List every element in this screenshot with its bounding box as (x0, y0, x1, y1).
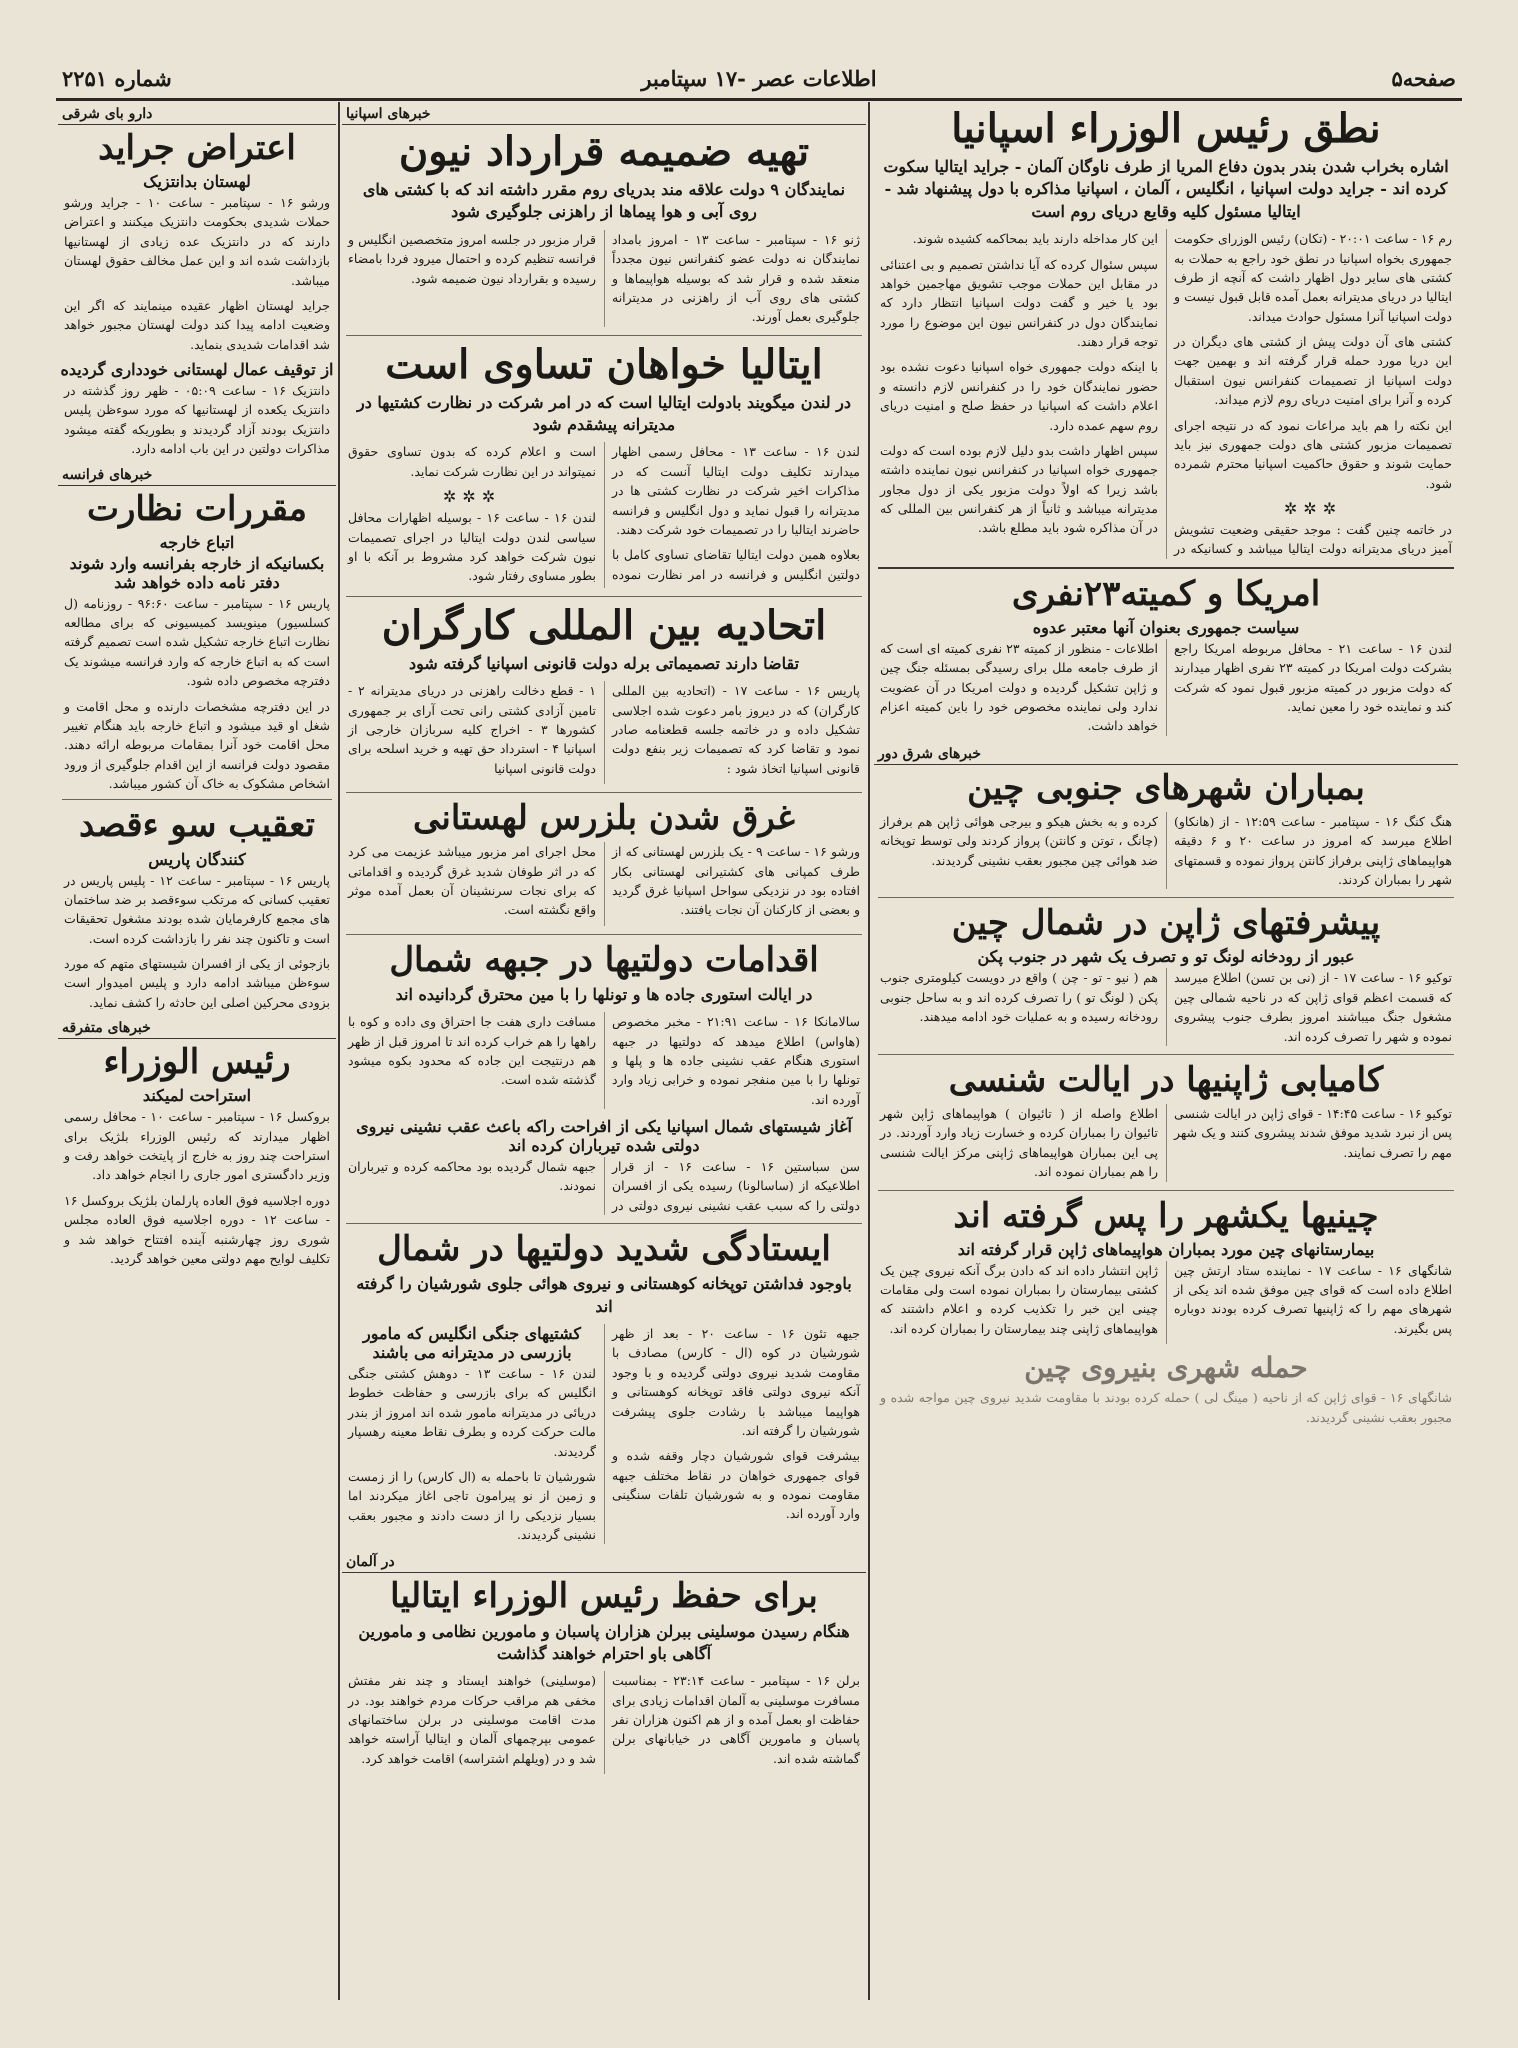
subheadline: عبور از رودخانه لونگ تو و تصرف یک شهر در جنوب پکن (977, 947, 1355, 967)
paragraph: اطلاعات - منظور از کمیته ۲۳ نفری کمیته ای است که از طرف جامعه ملل برای رسیدگی بمسئله جنگ چین و ژاپن تشکیل گردیده و دولت امریکا در آن عضویت ندارد ولی نماینده مخصوص خود را باین کمیته اعزام خواهد داشت. (880, 640, 1158, 734)
paragraph: ورشو ۱۶ - ساعت ۹ - یک بلزرس لهستانی که از طرف کمپانی های کشتیرانی لهستانی بکار افتاده بود در نزدیکی سواحل اسپانیا غرق گردید و بعضی از کارکنان آن نجات یافتند. (612, 844, 860, 918)
headline: ایتالیا خواهان تساوی است (385, 340, 823, 388)
paragraph: شانگهای ۱۶ - قوای ژاپن که از ناحیه ( مینگ لی ) حمله کرده بودند با مقاومت شدید نیروی چین مواجه شده و مجبور بعقب نشینی گردیدند. (880, 1390, 1452, 1425)
headline: اعتراض جراید (98, 128, 296, 168)
paragraph: شانگهای ۱۶ - ساعت ۱۷ - نماینده ستاد ارتش چین اطلاع داده است که قوای چین موفق شده اند یکی از شهرهای مهم را که ژاپنیها تصرف کرده بودند دوباره پس بگیرند. (1174, 1262, 1452, 1336)
paragraph: بروکسل ۱۶ - سپتامبر - ساعت ۱۰ - محافل رسمی اظهار میدارند که رئیس الوزراء بلژیک برای استراحت چند روز به خارج از پایتخت خواهد رفت و وزیر دادگستری امور جاری را انجام خواهد داد. (64, 1109, 330, 1183)
article-mussolini-berlin (342, 1577, 866, 1774)
section-label-misc: خبرهای متفرقه (58, 1018, 336, 1039)
column-left (58, 102, 336, 2000)
article-press-protest (58, 129, 336, 459)
article-workers-union (342, 603, 866, 784)
paragraph: محل اجرای امر مزبور میباشد عزیمت می کرد که در اثر طوفان شدید غرق گردیده و اقداماتی که برای نجات سرنشینان آن بعمل آمده موثر واقع نگشته است. (348, 844, 596, 918)
section-label-far-east: خبرهای شرق دور (874, 744, 1458, 765)
subheadline: اشاره بخراب شدن بندر بدون دفاع المریا از طرف ناوگان آلمان - جراید ایتالیا سکوت کرده اند - جراید دولت اسپانیا ، انگلیس ، آلمان ، اسپانیا مذاکره با دول پیشنهاد شد - ایتالیا مسئول کلیه وقایع دریای روم است (883, 157, 1449, 221)
paragraph: بیشرفت قوای شورشیان دچار وقفه شده و قوای جمهوری خواهان در نقاط مختلف جبهه مقاومت نموده و به شورشیان تلفات سنگینی وارد آورده اند. (612, 1448, 860, 1522)
headline: غرق شدن بلزرس لهستانی (413, 798, 795, 839)
paragraph: جراید لهستان اظهار عقیده مینمایند که اگر این وضعیت ادامه پیدا کند دولت لهستان مجبور خواهد شد اقدامات شدیدی بنماید. (64, 297, 330, 352)
page-number: صفحه۵ (1391, 66, 1456, 91)
paragraph: شورشیان تا باحمله به (ال کارس) را از زمست و زمین از نو پیرامون تاجی اغاز میکردند اما بسیار نزدیکی را از دست دادند و مجبور بعقب نشینی گردیدند. (348, 1468, 596, 1543)
paragraph: اطلاع واصله از ( تائیوان ) هواپیماهای ژاپن شهر تائیوان را بمباران کرده و خسارت زیاد وارد آوردند. در پی این بمباران هواپیماهای ژاپنی مرکز ایالت شنسی را هم بمباران نموده اند. (880, 1106, 1158, 1180)
article-body (880, 1104, 1452, 1182)
divider (346, 335, 862, 336)
article-body (880, 229, 1452, 559)
paragraph: ورشو ۱۶ - سپتامبر - ساعت ۱۰ - جراید ورشو حملات شدیدی بحکومت دانتزیک میکنند و اعتراض دارند که در دانتزیک عده زیادی از لهستانیها بازداشت شده اند و این عمل مخالف حقوق لهستان میباشد. (64, 195, 330, 288)
divider (878, 1054, 1454, 1055)
article-north-resistance (342, 1230, 866, 1544)
paragraph: دوره اجلاسیه فوق العاده پارلمان بلژیک بروکسل ۱۶ - ساعت ۱۲ - دوره اجلاسیه فوق العاده مجلس شوری روز چهارشنبه آینده افتتاح خواهد شد و تکلیف لوایح مهم دولتی معین خواهد گردید. (64, 1192, 330, 1266)
divider (62, 799, 332, 800)
paragraph: قرار مزبور در جلسه امروز متخصصین انگلیس و فرانسه تنظیم کرده و احتمال میرود فردا بامضاء رسیده و بقرارداد نیون ضمیمه شود. (348, 231, 596, 286)
headline: حمله شهری بنیروی چین (1024, 1351, 1308, 1385)
article-spain-pm-speech (874, 106, 1458, 559)
article-body (348, 1157, 860, 1215)
headline: چینیها یکشهر را پس گرفته اند (953, 1195, 1379, 1236)
subheadline: سیاست جمهوری بعنوان آنها معتبر عدوه (1032, 617, 1300, 637)
article-italy-equality (342, 342, 866, 588)
article-body (348, 1324, 860, 1544)
divider (346, 934, 862, 935)
paragraph: سالامانکا ۱۶ - ساعت ۲۱:۹۱ - مخبر مخصوص (هاواس) اطلاع میدهد که دولتیها در جبهه استوری هنگام عقب نشینی جاده ها و پلها و تونلها را با مین منفجر نموده و خرابی زیاد وارد آورده اند. (612, 1014, 860, 1107)
paragraph: لندن ۱۶ - ساعت ۱۶ - بوسیله اظهارات محافل سیاسی لندن دولت ایتالیا در اجرای تصمیمات نیون شرکت خواهد کرد مشروط بر آنکه با او بطور مساوی رفتار شود. (348, 510, 596, 584)
subheadline: استراحت لمیکند (142, 1086, 252, 1106)
subheadline: تقاضا دارند تصمیماتی برله دولت قانونی اسپانیا گرفته شود (408, 653, 800, 673)
headline: مقررات نظارت (86, 488, 308, 529)
section-label-east: دارو بای شرقی (58, 104, 336, 125)
paragraph: در خاتمه چنین گفت : موجد حقیقی وضعیت تشویش آمیز دریای مدیترانه دولت ایتالیا میباشد و کسانیکه در این کار مداخله دارند باید بمحاکمه کشیده شوند. (912, 231, 1452, 557)
paragraph: دانتزیک ۱۶ - ساعت ۰۵:۰۹ - ظهر روز گذشته در دانتزیک یکعده از لهستانیها که مورد سوءظن پلیس دانتزیک بودند آزاد گردیدند و بطوریکه گفته میشود مذاکرات دولتین در این باب ادامه دارد. (64, 383, 330, 457)
paragraph: مسافت داری هفت جا احتراق وی داده و کوه با راهها را هم خراب کرده اند تا امروز قبل از ظهر هم درنتیجت این جاده که محدود بکوه میشود گذشته شده است. (348, 1014, 596, 1088)
headline: رئیس الوزراء (103, 1042, 291, 1083)
article-chinese-retake-city (874, 1197, 1458, 1345)
paragraph: پاریس ۱۶ - ساعت ۱۷ - (اتحادیه بین المللی کارگران) که در دیروز بامر دعوت شده اجلاسی تشکیل داده و در خاتمه جلسه قطعنامه صادر نمود و تقاضا کرد که تصمیمات زیر بنفع دولت قانونی اسپانیا اتخاذ شود : (612, 683, 860, 776)
subheadline: نمایندگان ۹ دولت علاقه مند بدریای روم مقرر داشته اند که با کشتی های روی آبی و هوا پیماها از راهزنی جلوگیری شود (362, 180, 846, 222)
paragraph: بعلاوه همین دولت ایتالیا تقاضای تساوی کامل با دولتین انگلیس و فرانسه در امر نظارت نموده است و اعلام کرده که بدون تساوی حقوق نمیتواند در این نظارت شرکت نماید. (348, 444, 860, 582)
article-body (348, 230, 860, 327)
paragraph: در این دفترچه مشخصات دارنده و محل اقامت و شغل او قید میشود و اتباع خارجه باید هنگام تغییر محل اقامت خود آنرا بمقامات مربوطه ارائه دهند. مقصود دولت فرانسه از این اقدام جلوگیری از ورود اشخاص مشکوک به خاک آن کشور میباشد. (64, 698, 330, 792)
masthead (56, 62, 1462, 101)
article-prime-minister (58, 1043, 336, 1268)
paragraph: (موسلینی) خواهند ایستاد و چند نفر مفتش مخفی هم مراقب حرکات مردم خواهند بود. در مدت اقامت موسلینی در برلن ساختمانهای عمومی بپرچمهای آلمان و ایتالیا آراسته خواهد شد و در (ویلهلم اشتراسه) اقامت خواهد کرد. (348, 1673, 596, 1766)
issue-number: شماره ۲۲۵۱ (62, 66, 172, 91)
article-northern-front (342, 941, 866, 1215)
headline: ایستادگی شدید دولتیها در شمال (377, 1229, 831, 1270)
paragraph: جیهه تئون ۱۶ - ساعت ۲۰ - بعد از ظهر شورشیان در کوه (ال - کارس) مصادف با مقاومت شدید نیروی دولتی گردیده و با وجود آنکه نیروی دولتی فاقد توپخانه کوهستانی و هواپیما میباشد با رشادت جلوی پیشرفت شورشیان را گرفته اند. (612, 1326, 860, 1438)
article-body (348, 681, 860, 784)
paragraph: با اینکه دولت جمهوری خواه اسپانیا دعوت نشده بود حضور نمایندگان خود را در کنفرانس لازم دانسته و اعلام داشت که اسپانیا در حفظ صلح و امنیت دریای روم سهم عمده دارد. (880, 359, 1158, 433)
article-body (348, 442, 860, 587)
star-separator: ✲✲✲ (1283, 499, 1343, 519)
issue-date: اطلاعات عصر -۱۷ سپتامبر (641, 66, 877, 91)
subheadline: باوجود فداشتن توپخانه کوهستانی و نیروی هوائی جلوی شورشیان را گرفته اند (356, 1274, 852, 1316)
kicker: از توقیف عمال لهستانی خودداری گردیده (60, 360, 334, 380)
article-polish-ship-sunk (342, 799, 866, 926)
article-attack-pursuit (58, 806, 336, 1012)
paragraph: هم ( نیو - تو - چن ) واقع در دویست کیلومتری جنوب پکن ( لونگ تو ) را تصرف کرده اند و به ساحل جنوبی رودخانه رسیده و به عملیات خود ادامه میدهند. (880, 970, 1158, 1025)
paragraph: این نکته را هم باید مراعات نمود که در نتیجه اجرای تصمیمات مزبور کشتی های دولت جمهوری نیز باید حمایت شوند و حقوق حاکمیت اسپانیا محترم شمرده شود. (1174, 417, 1452, 491)
column-middle (342, 102, 866, 2000)
divider (878, 1190, 1454, 1191)
paragraph: پاریس ۱۶ - سپتامبر - ساعت ۱۲ - پلیس پاریس در تعقیب کسانی که مرتکب سوءقصد بر ضد ساختمان های مجمع کارفرمایان شده بودند مشغول تحقیقات است و تاکنون چند نفر را بازداشت کرده است. (64, 872, 330, 946)
headline: پیشرفتهای ژاپن در شمال چین (951, 903, 1381, 944)
paragraph: لندن ۱۶ - ساعت ۱۳ - دوهش کشتی جنگی انگلیس که برای بازرسی و حفاظت خطوط دریائی در مدیترانه مامور شده اند امروز از بندر مالت حرکت کرده و بطرف نقاط معینه رهسپار گردیدند. (348, 1366, 596, 1459)
column-rule-right (868, 102, 870, 2000)
paragraph: سپس سئوال کرده که آیا نداشتن تصمیم و بی اعتنائی در مقابل این حملات موجب تشویق مهاجمین خواهد بود یا خیر و گفت دولت اسپانیا انتظار دارد که نمایندگان دول در کنفرانس نیون این موضوع را مورد توجه قرار دهند. (880, 256, 1158, 350)
paragraph: سپس اظهار داشت بدو دلیل لازم بوده است که دولت جمهوری خواه اسپانیا در کنفرانس نیون نماینده داشته باشد زیرا که اولاً دولت مزبور یکی از دول مجاور مدیترانه میباشد و ثانیاً از هر کنفرانس بین المللی که در آن مذاکره شود باید مطلع باشد. (880, 442, 1158, 536)
article-nyon-annex (342, 129, 866, 327)
article-body (348, 842, 860, 926)
divider (346, 1223, 862, 1224)
headline: تعقیب سو ءقصد (78, 805, 315, 846)
article-body (880, 639, 1452, 736)
paragraph: توکیو ۱۶ - ساعت ۱۴:۴۵ - قوای ژاپن در ایالت شنسی پس از نبرد شدید موفق شدند پیشروی کنند و یک شهر مهم را تصرف نمایند. (1174, 1106, 1452, 1160)
headline: نطق رئیس الوزراء اسپانیا (951, 105, 1381, 152)
paragraph: کرده و به بخش هیکو و بیرجی هوائی ژاپن هم برفراز (چانگ ، توتن و کانتن) پرواز کردند ولی توسط توپخانه ضد هوائی چین مجبور بعقب نشینی گردیدند. (880, 813, 1158, 868)
paragraph: پاریس ۱۶ - سپتامبر - ساعت ۹۶:۶۰ - روزنامه (ل کسلسیور) مینویسد کمیسیونی که برای مطالعه نظارت اتباع خارجه تشکیل شده است تصمیم گرفته است که به اتباع خارجه که وارد فرانسه میشوند یک دفترچه مخصوص داده شود. (64, 595, 330, 689)
section-label-germany: در آلمان (342, 1552, 866, 1573)
paragraph: کشتی های آن دولت پیش از کشتی های دیگران در این دریا مورد حمله قرار گرفته اند و بهمین جهت دولت اسپانیا از تصمیمات کنفرانس نیون استقبال کرده و آنرا برای امنیت دریای روم لازم میداند. (1174, 334, 1452, 408)
article-body (880, 812, 1452, 890)
column-right (874, 102, 1458, 2000)
subheadline: در ایالت استوری جاده ها و تونلها را با مین محترق گردانیده اند (395, 984, 813, 1004)
article-japan-shanxi (874, 1061, 1458, 1182)
headline: امریکا و کمیته۲۳نفری (1011, 573, 1321, 614)
subheadline: در لندن میگویند بادولت ایتالیا است که در امر شرکت در نظارت کشتیها در مدیترانه پیشقدم شود (357, 392, 851, 435)
paragraph: رم ۱۶ - ساعت ۲۰:۰۱ - (تکان) رئیس الوزرای حکومت جمهوری بخواه اسپانیا در نطق خود راجع به حملات به کشتی های سایر دول اظهار داشت که آنچه از طرف ایتالیا در دریای مدیترانه بعمل آمده قابل قبول نیست و دولت اسپانیا آنرا مسئول حوادث میداند. (1173, 231, 1452, 324)
article-faded (874, 1352, 1458, 1427)
paragraph: ژاپن انتشار داده اند که دادن برگ آنکه نیروی چین یک کشتی بیمارستان را بمباران نموده است ولی مقامات چینی این خبر را تکذیب کرده و اعلام داشتند که هواپیماهای ژاپنی چند بیمارستان را بمباران کرده اند. (880, 1262, 1158, 1336)
article-body (880, 1261, 1452, 1345)
article-bombing-south-china (874, 769, 1458, 890)
paragraph: ژنو ۱۶ - سپتامبر - ساعت ۱۳ - امروز بامداد نمایندگان نه دولت عضو کنفرانس نیون مجدداً منعقد شده و قرار شد که بوسیله هواپیماها و کشتی های روی آب از راهزنی در مدیترانه جلوگیری بعمل آورند. (612, 231, 860, 325)
article-body (348, 1012, 860, 1109)
article-america-committee (874, 575, 1458, 736)
divider (878, 567, 1454, 569)
subheadline: کنندگان پاریس (148, 849, 246, 869)
headline: اتحادیه بین المللی کارگران (381, 601, 827, 649)
headline: بمباران شهرهای جنوبی چین (967, 767, 1365, 808)
subheadline: بیمارستانهای چین مورد بمباران هواپیماهای ژاپن قرار گرفته اند (957, 1239, 1375, 1259)
subheadline: هنگام رسیدن موسلینی ببرلن هزاران پاسبان و مامورین نظامی و مامورین آگاهی باو احترام خواهند گذاشت (358, 1621, 850, 1663)
paragraph: لندن ۱۶ - ساعت ۲۱ - محافل مربوطه امریکا راجع بشرکت دولت امریکا در کمیته ۲۳ نفری اظهار میدارند که دولت مزبور در کمیته مزبور قبول نمود که شرکت کند و نماینده خود را معین نماید. (1174, 640, 1452, 715)
kicker: بکسانیکه از خارجه بفرانسه وارد شوند دفتر نامه داده خواهد شد (69, 553, 325, 592)
article-japan-north-china (874, 904, 1458, 1046)
headline: برای حفظ رئیس الوزراء ایتالیا (390, 1576, 818, 1617)
paragraph: ۱ - قطع دخالت راهزنی در دریای مدیترانه ۲ - تامین آزادی کشتی رانی تحت آرای بر جمهوری کشورها ۳ - اخراج کلیه سربازان خارجی از اسپانیا ۴ - استرداد حق تهیه و خرید اسلحه برای دولت قانونی اسپانیا (348, 683, 596, 776)
kicker: کشتیهای جنگی انگلیس که مامور بازرسی در مدیترانه می باشند (363, 1324, 581, 1363)
divider (878, 897, 1454, 898)
column-rule-left (338, 102, 340, 2000)
subheadline: لهستان بدانتزیک (143, 172, 251, 192)
article-body (348, 1671, 860, 1774)
paragraph: توکیو ۱۶ - ساعت ۱۷ - از (نی بن تسن) اطلاع میرسد که قسمت اعظم قوای ژاپن که در ناحیه شمالی چین مشغول جنگ میباشند امروز بطرف جنوب پیشروی نموده و شهر را تصرف کرده اند. (1174, 970, 1453, 1044)
headline: کامیابی ژاپنیها در ایالت شنسی (948, 1059, 1384, 1100)
article-control-rules (58, 490, 336, 794)
section-label-france: خبرهای فرانسه (58, 465, 336, 486)
star-separator: ✲✲✲ (442, 487, 502, 507)
paragraph: سن سباستین ۱۶ - ساعت ۱۶ - از قرار اطلاعیکه از (ساسالونا) رسیده یکی از افسران دولتی را که سبب عقب نشینی نیروی دولتی در جبهه شمال گردیده بود محاکمه کرده و تیرباران نمودند. (348, 1159, 860, 1213)
article-body (880, 968, 1452, 1046)
paragraph: بازجوئی از یکی از افسران شیستهای متهم که مورد سوءظن میباشد ادامه دارد و پلیس امیدوار است بزودی محرکین اصلی این حادثه را کشف نماید. (64, 956, 330, 1010)
section-label-spain: خبرهای اسپانیا (342, 104, 866, 125)
divider (346, 792, 862, 793)
headline: اقدامات دولتیها در جبهه شمال (389, 939, 819, 980)
divider (346, 596, 862, 597)
kicker: آغاز شیستهای شمال اسپانیا یکی از افراحت راکه باعث عقب نشینی نیروی دولتی شده تیرباران کرده اند (356, 1117, 852, 1156)
paragraph: لندن ۱۶ - ساعت ۱۳ - محافل رسمی اظهار میدارند تکلیف دولت ایتالیا آنست که در مذاکرات اخیر شرکت در نظارت کشتی ها در مدیترانه را قبول نماید و دول انگلیس و فرانسه حاضرند ایتالیا را در تصمیمات خود شرکت دهند. (612, 444, 860, 537)
subheadline: اتباع خارجه (159, 532, 235, 552)
headline: تهیه ضمیمه قرارداد نیون (398, 128, 810, 175)
paragraph: هنگ کنگ ۱۶ - سپتامبر - ساعت ۱۲:۵۹ - از (هانکاو) اطلاع میرسد که امروز در ساعت ۲۰ و ۶ دقیقه هواپیماهای ژاپنی برفراز کانتن پرواز نموده و قسمتهای شهر را بمباران کردند. (1174, 813, 1452, 887)
paragraph: برلن ۱۶ - سپتامبر - ساعت ۲۳:۱۴ - بمناسبت مسافرت موسلینی به آلمان اقدامات زیادی برای حفاظت او بعمل آمده و از هم اکنون هزاران نفر پاسبان و مامورین آگاهی در خیابانهای برلن گماشته شده اند. (612, 1673, 860, 1766)
